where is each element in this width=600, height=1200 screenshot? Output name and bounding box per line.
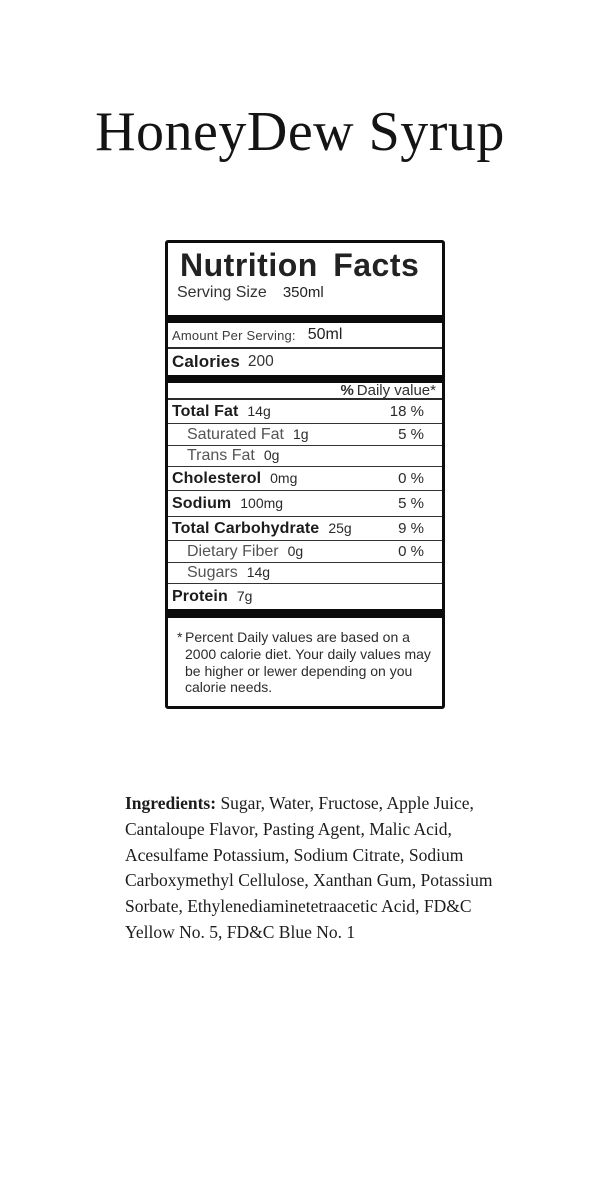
- nutrient-amount: 1g: [292, 425, 309, 442]
- serving-size-value: 350ml: [282, 284, 324, 301]
- nutrient-percent: 5 %: [398, 495, 424, 512]
- nutrient-name: Sodium: [172, 494, 232, 512]
- nutrient-row-saturated-fat: [168, 424, 442, 446]
- nutrient-name: Total Fat: [172, 402, 239, 420]
- daily-value-header-text: Daily value*: [356, 382, 436, 399]
- nutrient-row-total-carbohydrate: [168, 517, 442, 541]
- page-title: HoneyDew Syrup: [95, 101, 505, 163]
- nutrient-amount: 0g: [287, 542, 304, 559]
- serving-size-label: Serving Size: [177, 284, 267, 301]
- daily-value-header: [168, 383, 442, 400]
- divider-bar: [168, 315, 442, 323]
- nutrient-name: Cholesterol: [172, 469, 262, 487]
- nutrient-name: Protein: [172, 587, 228, 605]
- footnote-text: Percent Daily values are based on a 2000 calorie diet. Your daily values may be higher or lewer depending on you calorie needs.: [185, 629, 431, 696]
- nutrient-amount: 14g: [247, 402, 271, 419]
- nutrient-amount: 7g: [236, 587, 253, 604]
- nutrition-facts-panel: [165, 240, 445, 709]
- nutrition-label-header: [168, 243, 442, 315]
- nutrient-amount: 0g: [263, 447, 280, 463]
- serving-size-row: [176, 283, 434, 302]
- nutrient-row-dietary-fiber: [168, 541, 442, 563]
- footnote-asterisk: *: [177, 629, 183, 645]
- amount-per-serving-row: [168, 323, 442, 349]
- daily-value-footnote: [168, 618, 442, 706]
- nutrient-amount: 14g: [246, 564, 271, 580]
- ingredients-paragraph: [125, 791, 505, 946]
- nutrient-row-sugars: [168, 563, 442, 584]
- amount-per-serving-label: Amount Per Serving:: [172, 327, 296, 343]
- ingredients-label: Ingredients:: [125, 793, 217, 813]
- nutrient-amount: 100mg: [240, 494, 284, 511]
- nutrient-name: Trans Fat: [187, 447, 255, 464]
- nutrient-name: Saturated Fat: [187, 425, 284, 443]
- nutrition-facts-heading: Nutrition Facts: [180, 247, 420, 283]
- nutrient-row-trans-fat: [168, 446, 442, 467]
- ingredients-text: Sugar, Water, Fructose, Apple Juice, Cantaloupe Flavor, Pasting Agent, Malic Acid, Acesulfame Potassium, Sodium Citrate, Sodium Carboxymethyl Cellulose, Xanthan Gum, Potassium Sorbate, Ethylenediaminetetraacetic Acid, FD&C Yellow No. 5, FD&C Blue No. 1: [125, 793, 493, 942]
- nutrient-row-cholesterol: [168, 467, 442, 491]
- nutrient-percent: 18 %: [389, 403, 424, 420]
- divider-bar: [168, 609, 442, 618]
- nutrient-name: Dietary Fiber: [187, 542, 279, 560]
- calories-value: 200: [247, 353, 274, 370]
- calories-row: [168, 349, 442, 375]
- nutrient-percent: 9 %: [398, 520, 424, 537]
- nutrient-name: Total Carbohydrate: [172, 519, 320, 537]
- nutrient-percent: 0 %: [398, 543, 424, 560]
- nutrient-row-sodium: [168, 491, 442, 517]
- amount-per-serving-value: 50ml: [307, 326, 343, 343]
- percent-sign: %: [340, 382, 354, 399]
- nutrient-name: Sugars: [187, 564, 238, 581]
- calories-label: Calories: [172, 352, 240, 371]
- nutrient-row-total-fat: [168, 400, 442, 424]
- nutrient-row-protein: [168, 584, 442, 609]
- nutrient-amount: 25g: [328, 519, 352, 536]
- nutrient-percent: 5 %: [398, 426, 424, 443]
- nutrient-percent: 0 %: [398, 470, 424, 487]
- nutrient-amount: 0mg: [270, 469, 298, 486]
